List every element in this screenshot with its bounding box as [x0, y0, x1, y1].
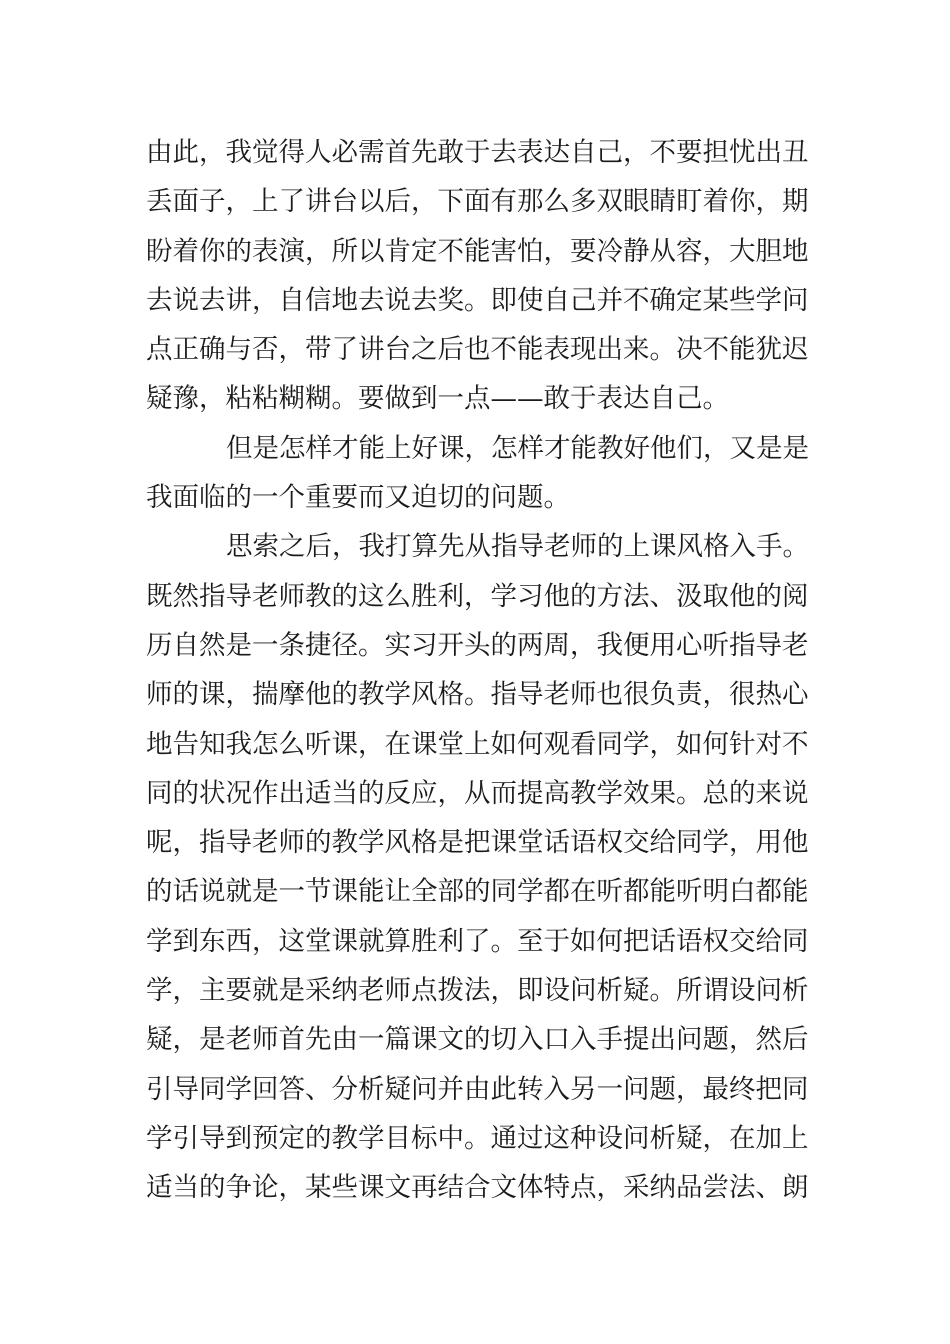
text-line-16: 的话说就是一节课能让全部的同学都在听都能听明白都能: [146, 876, 809, 908]
text-line-6: 疑豫，粘粘糊糊。要做到一点——敢于表达自己。: [146, 383, 729, 415]
text-line-11: 历自然是一条捷径。实习开头的两周，我便用心听指导老: [146, 629, 809, 661]
text-line-10: 既然指导老师教的这么胜利，学习他的方法、汲取他的阅: [146, 580, 809, 612]
text-line-18: 学，主要就是采纳老师点拨法，即设问析疑。所谓设问析: [146, 975, 809, 1007]
text-line-21: 学引导到预定的教学目标中。通过这种设问析疑，在加上: [146, 1122, 809, 1154]
text-line-2: 丢面子，上了讲台以后，下面有那么多双眼睛盯着你，期: [146, 186, 809, 218]
text-line-7: 但是怎样才能上好课，怎样才能教好他们，又是是: [226, 432, 809, 464]
text-line-3: 盼着你的表演，所以肯定不能害怕，要冷静从容，大胆地: [146, 235, 809, 267]
text-line-8: 我面临的一个重要而又迫切的问题。: [146, 482, 570, 514]
text-line-19: 疑，是老师首先由一篇课文的切入口入手提出问题，然后: [146, 1024, 809, 1056]
text-line-22: 适当的争论，某些课文再结合文体特点，采纳品尝法、朗: [146, 1172, 809, 1204]
text-line-1: 由此，我觉得人必需首先敢于去表达自己，不要担忧出丑: [146, 137, 809, 168]
text-line-12: 师的课，揣摩他的教学风格。指导老师也很负责，很热心: [146, 679, 809, 711]
text-line-14: 同的状况作出适当的反应，从而提高教学效果。总的来说: [146, 777, 809, 809]
text-line-9: 思索之后，我打算先从指导老师的上课风格入手。: [226, 531, 809, 563]
text-line-13: 地告知我怎么听课，在课堂上如何观看同学，如何针对不: [146, 728, 809, 760]
text-line-20: 引导同学回答、分析疑问并由此转入另一问题，最终把同: [146, 1073, 809, 1105]
text-line-5: 点正确与否，带了讲台之后也不能表现出来。决不能犹迟: [146, 334, 809, 366]
text-line-15: 呢，指导老师的教学风格是把课堂话语权交给同学，用他: [146, 827, 809, 859]
body-text: [146, 128, 808, 1213]
text-line-17: 学到东西，这堂课就算胜利了。至于如何把话语权交给同: [146, 925, 809, 957]
text-line-4: 去说去讲，自信地去说去奖。即使自己并不确定某些学问: [146, 284, 809, 316]
